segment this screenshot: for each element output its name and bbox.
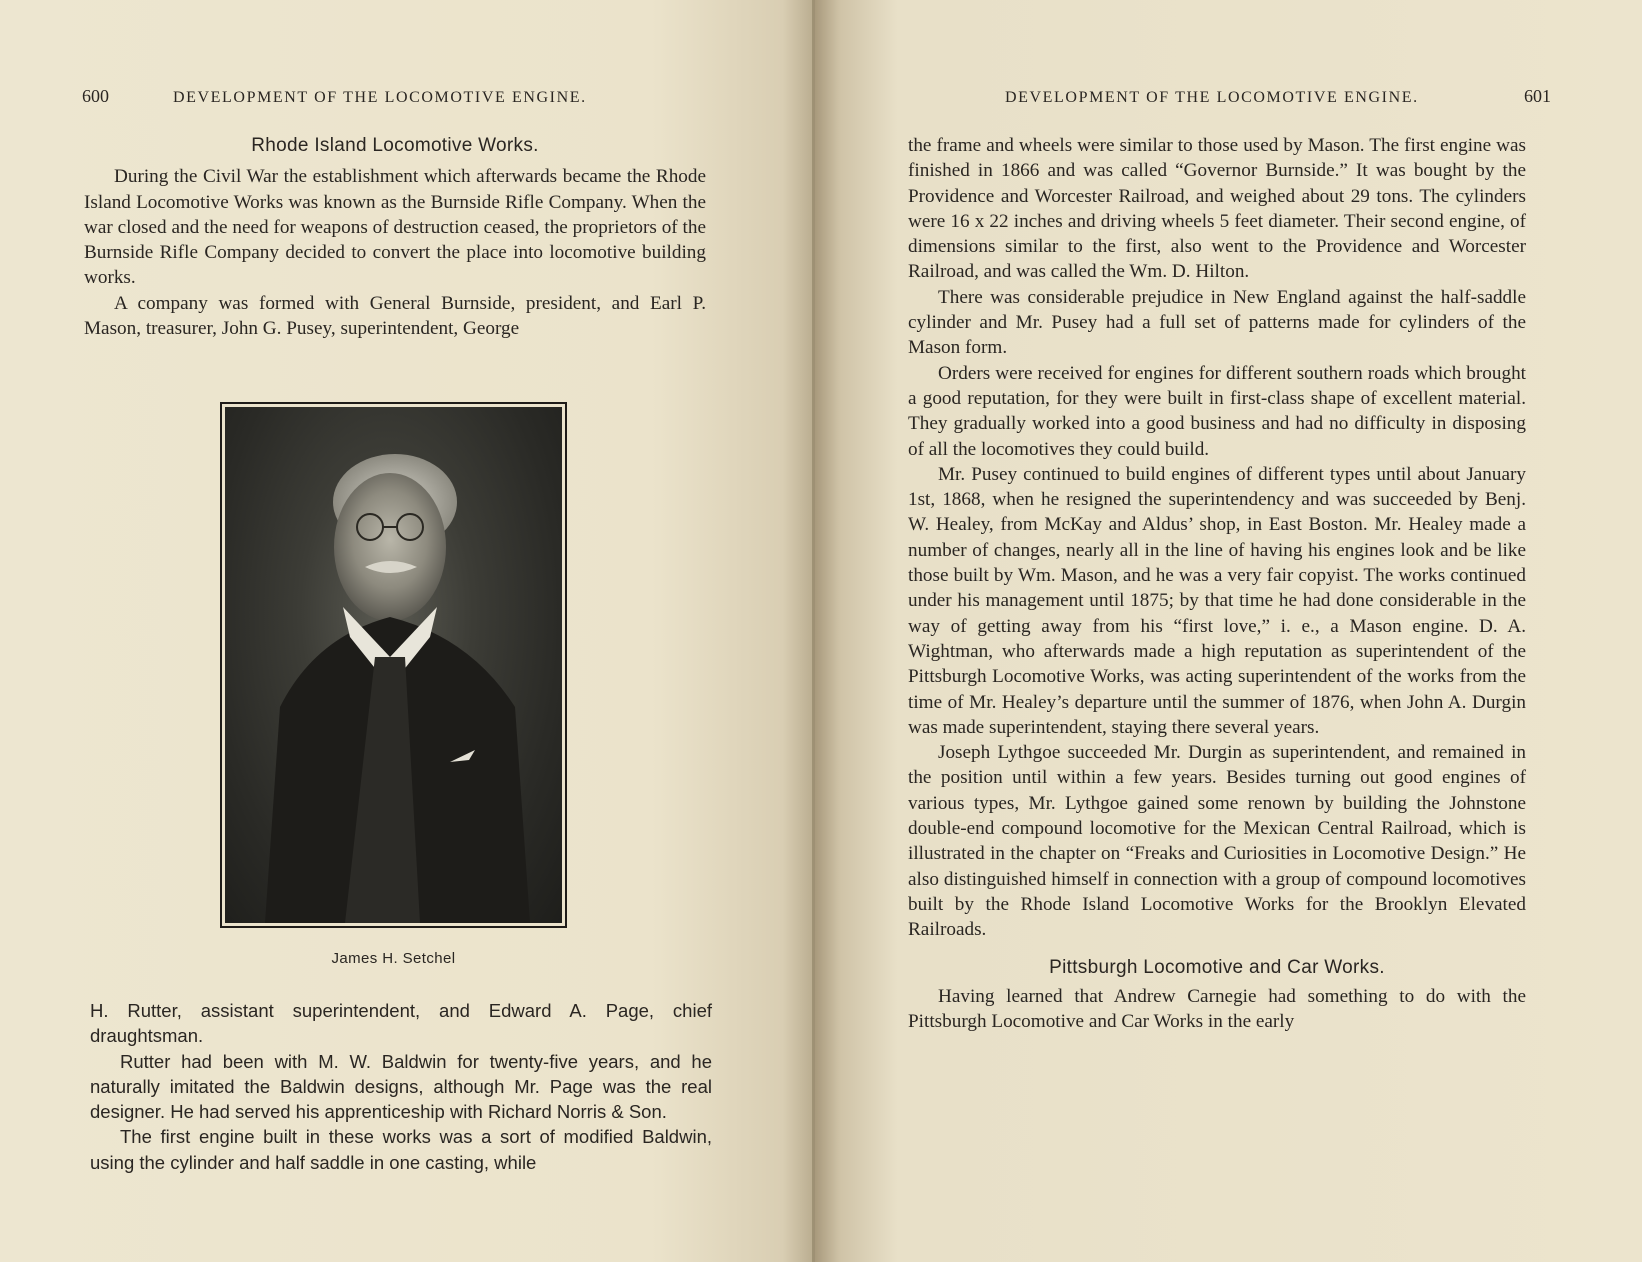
paragraph: Rutter had been with M. W. Baldwin for twenty-five years, and he naturally imitated the Baldwin designs, although Mr. Page was the real designer. He had served his apprenticeship with Richard Norris & Son. [90,1050,712,1123]
left-page [0,0,815,1262]
running-head-text: DEVELOPMENT OF THE LOCOMOTIVE ENGINE. [1005,89,1419,106]
running-head-right [1005,86,1551,107]
paragraph: The first engine built in these works was a sort of modified Baldwin, using the cylinder and half saddle in one casting, while [90,1126,712,1173]
paragraph: A company was formed with General Burnside, president, and Earl P. Mason, treasurer, John G. Pusey, superintendent, George [84,292,706,340]
page-number: 600 [82,86,109,106]
right-column [908,133,1526,1034]
running-head-text: DEVELOPMENT OF THE LOCOMOTIVE ENGINE. [173,89,587,106]
paragraph: There was considerable prejudice in New England against the half-saddle cylinder and Mr. Pusey had a full set of patterns made for cylinders of the Mason form. [908,286,1526,359]
paragraph: During the Civil War the establishment which afterwards became the Rhode Island Locomotive Works was known as the Burnside Rifle Company. When the war closed and the need for weapons of destruction ceased, the proprietors of the Burnside Rifle Company decided to convert the place into locomotive building works. [84,166,706,289]
running-head-left [82,86,708,107]
paragraph: Having learned that Andrew Carnegie had something to do with the Pittsburgh Locomotive and Car Works in the early [908,985,1526,1033]
portrait-illustration [225,407,562,923]
left-column-bottom [90,998,712,1175]
paragraph: Joseph Lythgoe succeeded Mr. Durgin as superintendent, and remained in the position until within a few years. Besides turning out good engines of various types, Mr. Lythgoe gained some renown by building the Johnstone double-end compound locomotive for the Mexican Central Railroad, which is illustrated in the chapter on “Freaks and Curiosities in Locomotive Design.” He also distinguished himself in connection with a group of compound locomotives built by the Rhode Island Locomotive Works for the Brooklyn Elevated Railroads. [908,742,1526,941]
portrait-photo [220,402,567,928]
paragraph: Orders were received for engines for different southern roads which brought a good reputation, for they were built in first-class shape of excellent material. They gradually worked into a good business and had no difficulty in disposing of all the locomotives they could build. [908,362,1526,460]
portrait-image [225,407,562,923]
right-page [815,0,1642,1262]
paragraph: the frame and wheels were similar to those used by Mason. The first engine was finished in 1866 and was called “Governor Burnside.” It was bought by the Providence and Worcester Railroad, and weighed about 29 tons. The cylinders were 16 x 22 inches and driving wheels 5 feet diameter. Their second engine, of dimensions similar to the first, also went to the Providence and Worcester Railroad, and was called the Wm. D. Hilton. [908,135,1526,283]
section-title: Rhode Island Locomotive Works. [251,135,539,156]
paragraph: H. Rutter, assistant superintendent, and Edward A. Page, chief draughtsman. [90,1000,712,1047]
paragraph: Mr. Pusey continued to build engines of different types until about January 1st, 1868, when he resigned the superintendency and was succeeded by Benj. W. Healey, from McKay and Aldus’ shop, in East Boston. Mr. Healey made a number of changes, nearly all in the line of having his engines look and be like those built by Wm. Mason, and he was a very fair copyist. The works continued under his management until 1875; by that time he had done considerable in the way of getting away from his “first love,” i. e., a Mason engine. D. A. Wightman, who afterwards made a high reputation as superintendent of the Pittsburgh Locomotive Works, was acting superintendent of the works from the time of Mr. Healey’s departure until the summer of 1876, when John A. Durgin was made superintendent, staying there several years. [908,463,1526,738]
left-column-top [84,133,706,341]
page-number: 601 [1524,86,1551,106]
section-title: Pittsburgh Locomotive and Car Works. [1049,956,1385,978]
portrait-caption: James H. Setchel [331,950,456,967]
